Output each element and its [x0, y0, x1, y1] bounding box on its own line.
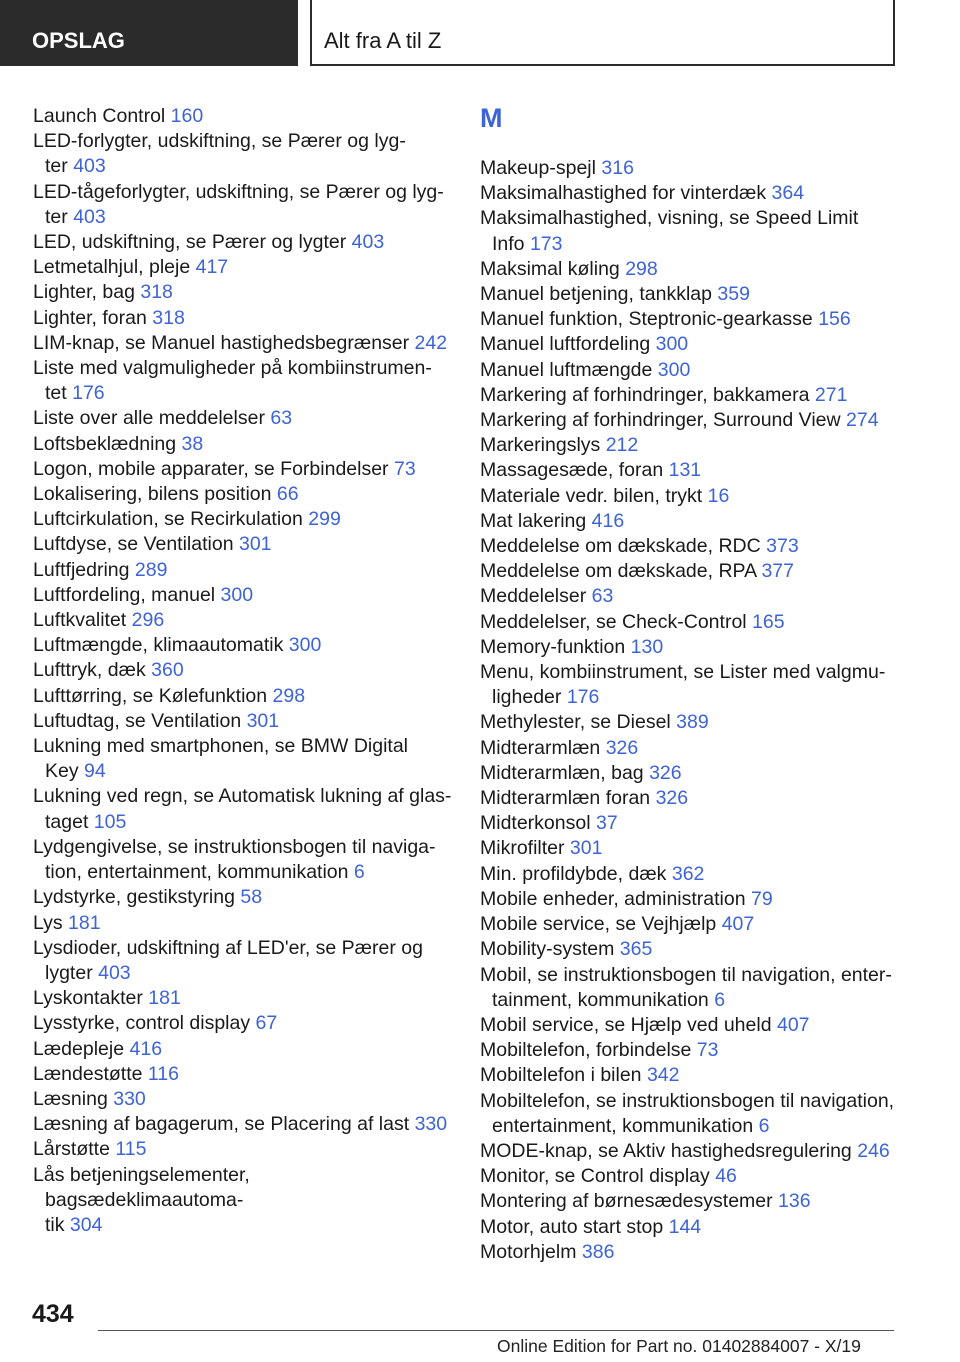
page-reference-link[interactable]: 94 — [84, 760, 106, 783]
page-reference-link[interactable]: 326 — [649, 761, 682, 784]
index-entry — [33, 911, 453, 936]
index-list-m — [480, 156, 900, 1265]
index-entry — [480, 887, 900, 912]
page-reference-link[interactable]: 6 — [714, 988, 726, 1011]
section-label: OPSLAG — [0, 0, 298, 66]
page-reference-link[interactable]: 131 — [668, 459, 702, 482]
page-reference-link[interactable]: 304 — [69, 1213, 103, 1236]
index-entry-text: Midterarmlæn foran — [480, 787, 656, 810]
index-entry — [33, 280, 453, 305]
page-number: 434 — [32, 1300, 74, 1328]
page-reference-link[interactable]: 165 — [752, 610, 785, 633]
index-entry-text: Lukning med smartphonen, se BMW Digital — [33, 735, 409, 758]
page-reference-link[interactable]: 330 — [113, 1087, 146, 1110]
page-reference-link[interactable]: 416 — [129, 1037, 163, 1060]
index-entry — [480, 635, 900, 660]
index-entry-continuation: Info — [492, 232, 530, 255]
index-entry-text: Maksimal køling — [480, 257, 626, 280]
page-reference-link[interactable]: 403 — [98, 961, 131, 984]
index-entry-text: Manuel luftmængde — [480, 358, 658, 381]
page-reference-link[interactable]: 318 — [140, 281, 173, 304]
index-entry — [480, 458, 900, 483]
index-entry-text: Mobil, se instruktionsbogen til navigation, enter‐ — [480, 963, 892, 986]
index-entry — [33, 784, 453, 834]
page-reference-link[interactable]: 156 — [818, 308, 851, 331]
index-entry-continuation: tet — [45, 382, 73, 405]
page-reference-link[interactable]: 66 — [276, 483, 299, 506]
page-reference-link[interactable]: 316 — [601, 157, 634, 179]
index-entry — [33, 986, 453, 1011]
index-entry — [33, 432, 453, 457]
index-entry-text: Maksimalhastighed for vinterdæk — [480, 182, 772, 205]
index-entry-text: Luftfordeling, manuel — [33, 583, 221, 606]
index-entry — [480, 786, 900, 811]
page-reference-link[interactable]: 296 — [131, 609, 165, 632]
page-reference-link[interactable]: 301 — [238, 533, 272, 556]
index-entry — [33, 1062, 453, 1087]
index-entry-text: Lighter, foran — [33, 306, 153, 329]
index-entry-text: Lås betjeningselementer, bagsædeklimaautoma‐ — [33, 1163, 250, 1211]
index-entry-text: Luftudtag, se Ventilation — [33, 709, 247, 732]
index-entry — [33, 709, 453, 734]
index-entry-text: Mobiltelefon i bilen — [480, 1064, 647, 1087]
index-entry — [480, 937, 900, 962]
index-entry-text: Motor, auto start stop — [480, 1215, 669, 1238]
index-entry-text: Memory-funktion — [480, 635, 631, 658]
index-entry-text: Meddelelse om dækskade, RPA — [480, 560, 762, 583]
page-reference-link[interactable]: 160 — [170, 105, 204, 127]
index-entry — [480, 257, 900, 282]
index-entry — [33, 1011, 453, 1036]
index-entry — [33, 608, 453, 633]
page-reference-link[interactable]: 115 — [115, 1138, 147, 1161]
index-entry — [480, 1063, 900, 1088]
index-entry-text: Midterarmlæn — [480, 736, 606, 759]
index-entry — [33, 532, 453, 557]
index-entry — [33, 734, 453, 784]
index-entry-text: Midterarmlæn, bag — [480, 761, 650, 784]
index-entry — [480, 610, 900, 635]
index-entry-text: Liste over alle meddelelser — [33, 407, 271, 430]
index-entry-continuation: ter — [45, 155, 74, 178]
page-reference-link[interactable]: 242 — [414, 331, 448, 354]
index-entry — [480, 862, 900, 887]
index-entry-continuation: tainment, kommunikation — [492, 988, 715, 1011]
page-reference-link[interactable]: 176 — [72, 382, 105, 405]
index-entry-text: Lys — [33, 911, 69, 934]
index-entry — [480, 1139, 900, 1164]
page-reference-link[interactable]: 73 — [393, 457, 416, 480]
index-entry-text: Massagesæde, foran — [480, 459, 669, 482]
page-reference-link[interactable]: 173 — [529, 232, 563, 255]
index-entry-text: Lufttørring, se Kølefunktion — [33, 684, 273, 707]
index-entry-text: Lændestøtte — [33, 1062, 148, 1085]
index-entry-text: Lysdioder, udskiftning af LED'er, se Pærer og — [33, 936, 423, 959]
page-reference-link[interactable]: 116 — [147, 1062, 179, 1085]
index-entry — [33, 835, 453, 885]
index-letter-heading: M — [480, 103, 503, 133]
index-entry-text: Meddelelse om dækskade, RDC — [480, 535, 767, 558]
index-entry-text: Læsning af bagagerum, se Placering af last — [33, 1113, 415, 1136]
page-reference-link[interactable]: 298 — [625, 257, 658, 280]
index-entry-text: Maksimalhastighed, visning, se Speed Limit — [480, 207, 859, 230]
index-entry-text: Makeup-spejl — [480, 157, 602, 179]
page-reference-link[interactable]: 389 — [676, 711, 709, 734]
page-reference-link[interactable]: 373 — [766, 535, 799, 558]
index-entry-text: Luftcirkulation, se Recirkulation — [33, 508, 309, 531]
index-entry-text: Lufttryk, dæk — [33, 659, 152, 682]
index-entry-text: Min. profildybde, dæk — [480, 862, 672, 885]
index-entry — [33, 1112, 453, 1137]
index-entry-text: Methylester, se Diesel — [480, 711, 677, 734]
page-reference-link[interactable]: 63 — [591, 585, 614, 608]
index-entry — [33, 180, 453, 230]
index-entry-text: Lokalisering, bilens position — [33, 483, 277, 506]
page-reference-link[interactable]: 403 — [73, 205, 106, 228]
footer-divider — [98, 1330, 894, 1331]
page-reference-link[interactable]: 386 — [581, 1240, 615, 1263]
page-reference-link[interactable]: 6 — [758, 1114, 770, 1137]
index-entry-text: Lædepleje — [33, 1037, 130, 1060]
index-entry-text: Markering af forhindringer, bakkamera — [480, 383, 815, 406]
page-reference-link[interactable]: 212 — [605, 434, 639, 457]
index-entry — [33, 230, 453, 255]
page-reference-link[interactable]: 271 — [814, 383, 848, 406]
page-reference-link[interactable]: 359 — [717, 283, 750, 306]
page-reference-link[interactable]: 301 — [246, 709, 280, 732]
page-reference-link[interactable]: 58 — [240, 886, 263, 909]
index-entry — [33, 658, 453, 683]
index-entry — [33, 936, 453, 986]
index-entry-continuation: tion, entertainment, kommunikation — [45, 861, 354, 884]
index-entry-text: Manuel betjening, tankklap — [480, 283, 718, 306]
page-reference-link[interactable]: 300 — [288, 634, 322, 657]
index-entry-text: Lighter, bag — [33, 281, 141, 304]
index-entry — [480, 358, 900, 383]
footer-edition-note: Online Edition for Part no. 01402884007 - X/19 — [497, 1336, 861, 1356]
index-entry — [480, 1038, 900, 1063]
page-reference-link[interactable]: 79 — [751, 887, 773, 910]
page-reference-link[interactable]: 362 — [671, 862, 705, 885]
index-entry — [33, 558, 453, 583]
index-entry — [480, 534, 900, 559]
page-reference-link[interactable]: 365 — [619, 938, 653, 961]
index-entry — [480, 912, 900, 937]
index-entry — [33, 885, 453, 910]
page-reference-link[interactable]: 289 — [134, 558, 168, 581]
index-entry-text: LED-forlygter, udskiftning, se Pærer og lyg‐ — [33, 130, 406, 153]
index-entry — [33, 1163, 453, 1239]
page-header — [0, 0, 960, 66]
index-column-left — [33, 104, 453, 1238]
index-entry — [480, 206, 900, 256]
index-entry — [480, 660, 900, 710]
page-reference-link[interactable]: 416 — [591, 509, 625, 532]
index-entry-text: Letmetalhjul, pleje — [33, 256, 196, 279]
index-entry-continuation: ligheder — [492, 686, 567, 709]
index-entry-text: Liste med valgmuligheder på kombiinstrumen‐ — [33, 357, 432, 380]
index-entry — [480, 433, 900, 458]
index-entry-text: Meddelelser, se Check-Control — [480, 610, 753, 633]
page-reference-link[interactable]: 301 — [569, 837, 603, 860]
index-entry — [480, 307, 900, 332]
index-entry — [33, 457, 453, 482]
index-entry — [33, 331, 453, 356]
index-entry — [33, 507, 453, 532]
page-reference-link[interactable]: 360 — [151, 659, 184, 682]
page-reference-link[interactable]: 403 — [73, 155, 106, 178]
index-entry-text: Luftdyse, se Ventilation — [33, 533, 239, 556]
page-reference-link[interactable]: 407 — [776, 1013, 810, 1036]
index-entry — [33, 1087, 453, 1112]
index-entry — [480, 559, 900, 584]
index-entry — [33, 356, 453, 406]
index-entry — [480, 761, 900, 786]
index-entry — [33, 684, 453, 709]
index-entry — [480, 383, 900, 408]
page-reference-link[interactable]: 37 — [595, 812, 618, 835]
page-reference-link[interactable]: 136 — [778, 1190, 811, 1213]
index-entry — [480, 332, 900, 357]
index-entry-text: Markeringslys — [480, 434, 606, 457]
index-entry-text: Mobile service, se Vejhjælp — [480, 913, 722, 936]
index-entry-text: Manuel luftfordeling — [480, 333, 656, 356]
index-entry — [480, 484, 900, 509]
page-reference-link[interactable]: 299 — [308, 508, 341, 531]
page-reference-link[interactable]: 403 — [351, 231, 385, 254]
index-entry-text: Lårstøtte — [33, 1138, 116, 1161]
index-entry-text: Lyskontakter — [33, 987, 149, 1010]
index-entry-text: Lukning ved regn, se Automatisk lukning af glas‐ — [33, 785, 452, 808]
index-entry-text: Manuel funktion, Steptronic-gearkasse — [480, 308, 819, 331]
page-reference-link[interactable]: 105 — [93, 810, 127, 833]
index-entry — [480, 836, 900, 861]
index-entry-text: Lydgengivelse, se instruktionsbogen til naviga‐ — [33, 835, 436, 858]
index-entry — [480, 509, 900, 534]
index-entry-text: Mobiltelefon, se instruktionsbogen til navigation, — [480, 1089, 895, 1112]
index-entry-text: Mobil service, se Hjælp ved uheld — [480, 1013, 777, 1036]
page-reference-link[interactable]: 326 — [655, 787, 689, 810]
index-entry — [480, 1240, 900, 1265]
index-entry-text: LED-tågeforlygter, udskiftning, se Pærer og lyg‐ — [33, 180, 444, 203]
index-column-right — [480, 104, 900, 1265]
index-entry — [33, 633, 453, 658]
page-reference-link[interactable]: 407 — [721, 913, 755, 936]
index-entry-text: LED, udskiftning, se Pærer og lygter — [33, 231, 352, 254]
page-reference-link[interactable]: 300 — [655, 333, 689, 356]
page-reference-link[interactable]: 342 — [646, 1064, 680, 1087]
page-reference-link[interactable]: 330 — [414, 1113, 448, 1136]
index-entry — [480, 1013, 900, 1038]
page-reference-link[interactable]: 377 — [761, 560, 794, 583]
index-entry-text: Logon, mobile apparater, se Forbindelser — [33, 457, 394, 480]
index-entry — [480, 1215, 900, 1240]
index-entry-text: Luftmængde, klimaautomatik — [33, 634, 289, 657]
page-reference-link[interactable]: 274 — [846, 409, 879, 432]
index-entry — [33, 482, 453, 507]
index-entry — [480, 1189, 900, 1214]
page-reference-link[interactable]: 364 — [771, 182, 805, 205]
chapter-title: Alt fra A til Z — [310, 0, 895, 66]
index-entry — [33, 1137, 453, 1162]
index-entry — [480, 1089, 900, 1139]
index-entry-text: Motorhjelm — [480, 1240, 582, 1263]
index-entry — [33, 1037, 453, 1062]
page-reference-link[interactable]: 63 — [270, 407, 293, 430]
index-entry-text: Meddelelser — [480, 585, 592, 608]
index-entry-text: Mobiltelefon, forbindelse — [480, 1039, 697, 1062]
index-entry — [33, 406, 453, 431]
index-entry-text: Mobile enheder, administration — [480, 887, 751, 910]
page-reference-link[interactable]: 300 — [220, 583, 254, 606]
index-entry — [480, 282, 900, 307]
index-entry-text: Lysstyrke, control display — [33, 1012, 256, 1035]
index-entry-continuation: entertainment, kommunikation — [492, 1114, 759, 1137]
index-entry — [480, 1164, 900, 1189]
index-entry-continuation: Key — [45, 760, 85, 783]
page-reference-link[interactable]: 6 — [353, 861, 365, 884]
index-entry-text: Luftkvalitet — [33, 609, 132, 632]
index-entry-text: Mat lakering — [480, 509, 592, 532]
page-reference-link[interactable]: 246 — [857, 1139, 890, 1162]
page-reference-link[interactable]: 38 — [181, 432, 204, 455]
index-entry — [480, 584, 900, 609]
page-reference-link[interactable]: 73 — [696, 1039, 719, 1062]
index-entry-text: Midterkonsol — [480, 812, 596, 835]
index-entry — [480, 408, 900, 433]
page-reference-link[interactable]: 144 — [668, 1215, 702, 1238]
page-reference-link[interactable]: 300 — [657, 358, 691, 381]
index-entry — [480, 181, 900, 206]
index-entry-text: Læsning — [33, 1087, 114, 1110]
page-reference-link[interactable]: 176 — [566, 686, 600, 709]
index-entry-text: Materiale vedr. bilen, trykt — [480, 484, 708, 507]
index-entry-continuation: ter — [45, 205, 74, 228]
index-entry-continuation: lygter — [45, 961, 99, 984]
index-entry — [480, 156, 900, 181]
index-entry-text: MODE-knap, se Aktiv hastighedsregulering — [480, 1139, 858, 1162]
page-reference-link[interactable]: 130 — [630, 635, 664, 658]
index-entry — [480, 736, 900, 761]
index-entry-text: Montering af børnesædesystemer — [480, 1190, 779, 1213]
index-entry — [33, 129, 453, 179]
index-entry-text: Menu, kombiinstrument, se Lister med valgmu‐ — [480, 661, 886, 684]
index-entry — [480, 811, 900, 836]
index-entry — [33, 306, 453, 331]
index-entry — [480, 710, 900, 735]
page-reference-link[interactable]: 16 — [707, 484, 730, 507]
index-entry-text: Launch Control — [33, 105, 171, 127]
index-entry-text: Monitor, se Control display — [480, 1165, 716, 1188]
page-reference-link[interactable]: 181 — [148, 987, 181, 1010]
page-reference-link[interactable]: 326 — [605, 736, 639, 759]
page-reference-link[interactable]: 417 — [195, 256, 229, 279]
index-entry — [33, 583, 453, 608]
index-entry-text: Markering af forhindringer, Surround View — [480, 409, 846, 432]
index-entry-continuation: taget — [45, 810, 94, 833]
index-entry — [480, 963, 900, 1013]
index-entry-text: Mobility-system — [480, 938, 620, 961]
index-entry — [33, 104, 453, 129]
index-entry-continuation: tik — [45, 1213, 70, 1236]
index-entry — [33, 255, 453, 280]
index-entry-text: Lydstyrke, gestikstyring — [33, 886, 241, 909]
index-entry-text: Luftfjedring — [33, 558, 135, 581]
page-reference-link[interactable]: 318 — [152, 306, 185, 329]
index-entry-text: Mikrofilter — [480, 837, 570, 860]
page-reference-link[interactable]: 46 — [715, 1165, 737, 1188]
page-reference-link[interactable]: 67 — [255, 1012, 278, 1035]
page-reference-link[interactable]: 298 — [272, 684, 306, 707]
index-entry-text: LIM-knap, se Manuel hastighedsbegrænser — [33, 331, 415, 354]
page-reference-link[interactable]: 181 — [68, 911, 101, 934]
index-entry-text: Loftsbeklædning — [33, 432, 182, 455]
